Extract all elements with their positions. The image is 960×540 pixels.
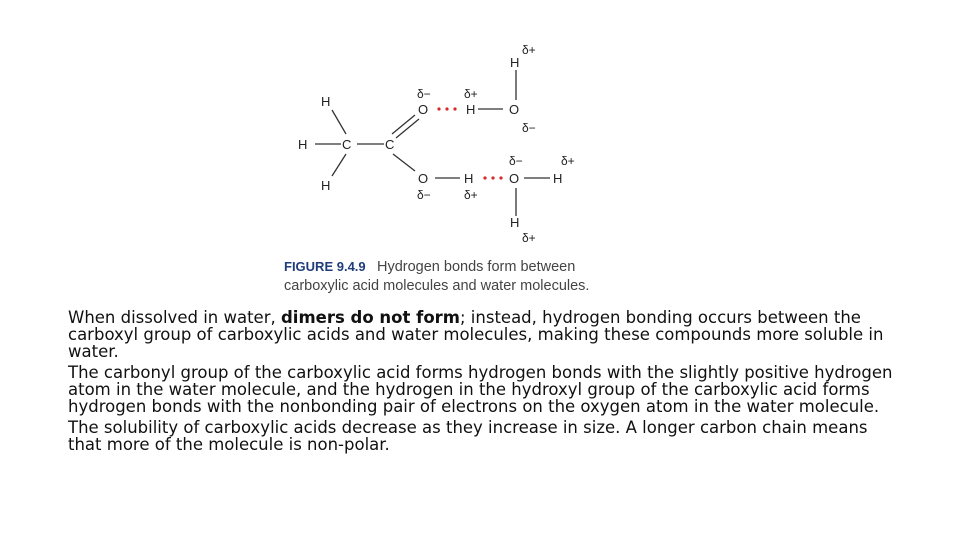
- atom-water1-o: O: [509, 102, 520, 117]
- bond-c-o-single: [393, 154, 415, 171]
- figure-caption-line2: carboxylic acid molecules and water molecules.: [284, 278, 590, 294]
- atom-h-bottom: H: [321, 178, 331, 193]
- atom-water2-o: O: [509, 171, 520, 186]
- atom-c-methyl: C: [342, 137, 352, 152]
- charge-water1-h-bonded: δ+: [464, 87, 478, 101]
- bond-c-h-top: [332, 110, 346, 134]
- hydrogen-bond-dots-bottom: [483, 176, 502, 179]
- paragraph-solubility: The solubility of carboxylic acids decrease as they increase in size. A longer carbon chain means that more of the molecule is non-polar.: [68, 418, 868, 454]
- charge-hydroxyl-o: δ−: [417, 188, 431, 202]
- atom-h-hydroxyl: H: [464, 171, 474, 186]
- atom-c-carboxyl: C: [385, 137, 395, 152]
- charge-water1-o: δ−: [522, 121, 536, 135]
- atom-water1-h-bonded: H: [466, 102, 476, 117]
- charge-water2-h-bottom: δ+: [522, 231, 536, 245]
- charge-water1-h-top: δ+: [522, 43, 536, 57]
- paragraph-dimers: [68, 309, 898, 360]
- body-text: [68, 309, 898, 457]
- atom-h-left: H: [298, 137, 308, 152]
- atom-water2-h-right: H: [553, 171, 563, 186]
- charge-water2-h-right: δ+: [561, 154, 575, 168]
- charge-carbonyl-o: δ−: [417, 87, 431, 101]
- atom-water2-h-bottom: H: [510, 215, 520, 230]
- atom-o-hydroxyl: O: [418, 171, 429, 186]
- paragraph-carbonyl: The carbonyl group of the carboxylic acid forms hydrogen bonds with the slightly positive hydrogen atom in the water molecule, and the hydrogen in the hydroxyl group of the carboxylic acid forms hydrogen bonds with the nonbonding pair of electrons on the oxygen atom in the water molecule.: [68, 363, 893, 416]
- figure-caption-label: FIGURE 9.4.9: [284, 259, 366, 274]
- bond-c-h-bottom: [332, 154, 346, 176]
- figure-caption-line1: Hydrogen bonds form between: [377, 259, 576, 275]
- hydrogen-bond-dots-top: [437, 107, 456, 110]
- charge-hydroxyl-h: δ+: [464, 188, 478, 202]
- charge-water2-o: δ−: [509, 154, 523, 168]
- p1-bold-phrase: dimers do not form: [280, 308, 460, 327]
- p1-text-end: ; instead, hydrogen bonding occurs between the carboxyl group of carboxylic acids and water molecules, making these compounds more soluble in water.: [68, 308, 884, 361]
- hydrogen-bonding-figure: [280, 38, 610, 298]
- atom-h-top: H: [321, 94, 331, 109]
- atom-o-carbonyl: O: [418, 102, 429, 117]
- p1-text-start: When dissolved in water,: [68, 308, 281, 327]
- atom-water1-h-top: H: [510, 55, 520, 70]
